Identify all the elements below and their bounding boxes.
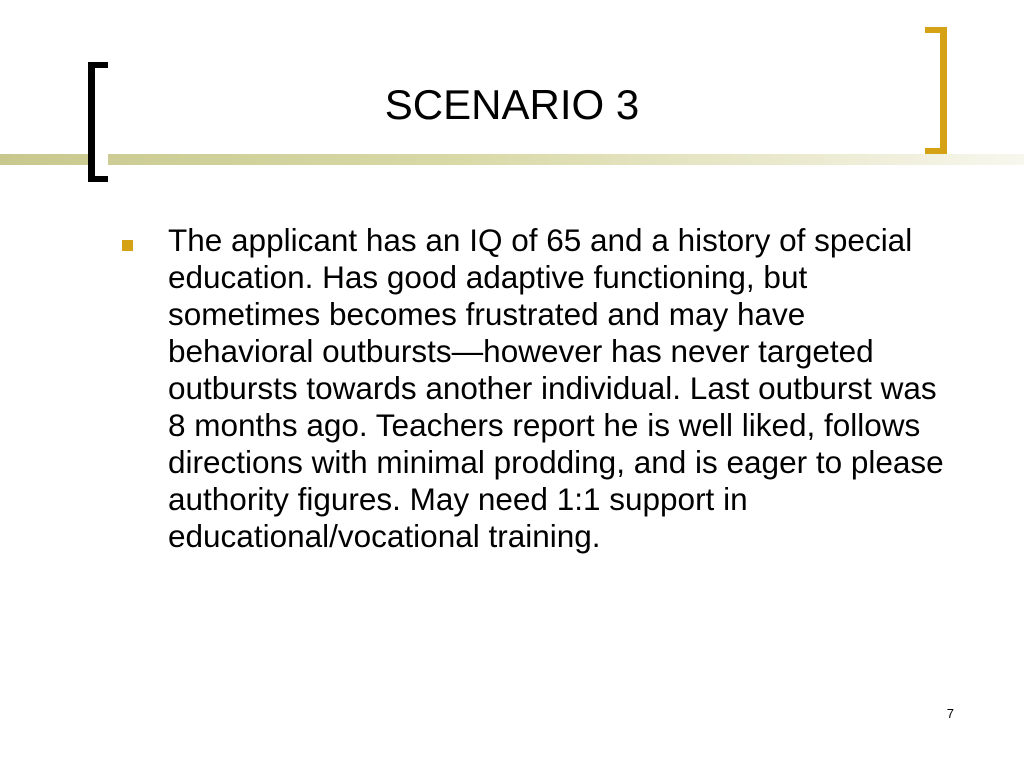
right-bracket-decoration — [925, 27, 947, 154]
title-divider-band — [0, 154, 1024, 165]
bullet-item — [118, 222, 958, 555]
bullet-text: The applicant has an IQ of 65 and a history of special education. Has good adaptive functioning, but sometimes becomes frustrated and may have behavioral outbursts—however has never targeted outbursts towards another individual. Last outburst was 8 months ago. Teachers report he is well liked, follows directions with minimal prodding, and is eager to please authority figures. May need 1:1 support in educational/vocational training. — [168, 222, 944, 554]
slide-content — [118, 222, 958, 555]
page-number: 7 — [946, 706, 954, 721]
square-bullet-icon — [122, 240, 133, 251]
left-bracket-decoration — [88, 62, 108, 182]
slide-title: SCENARIO 3 — [384, 81, 640, 128]
